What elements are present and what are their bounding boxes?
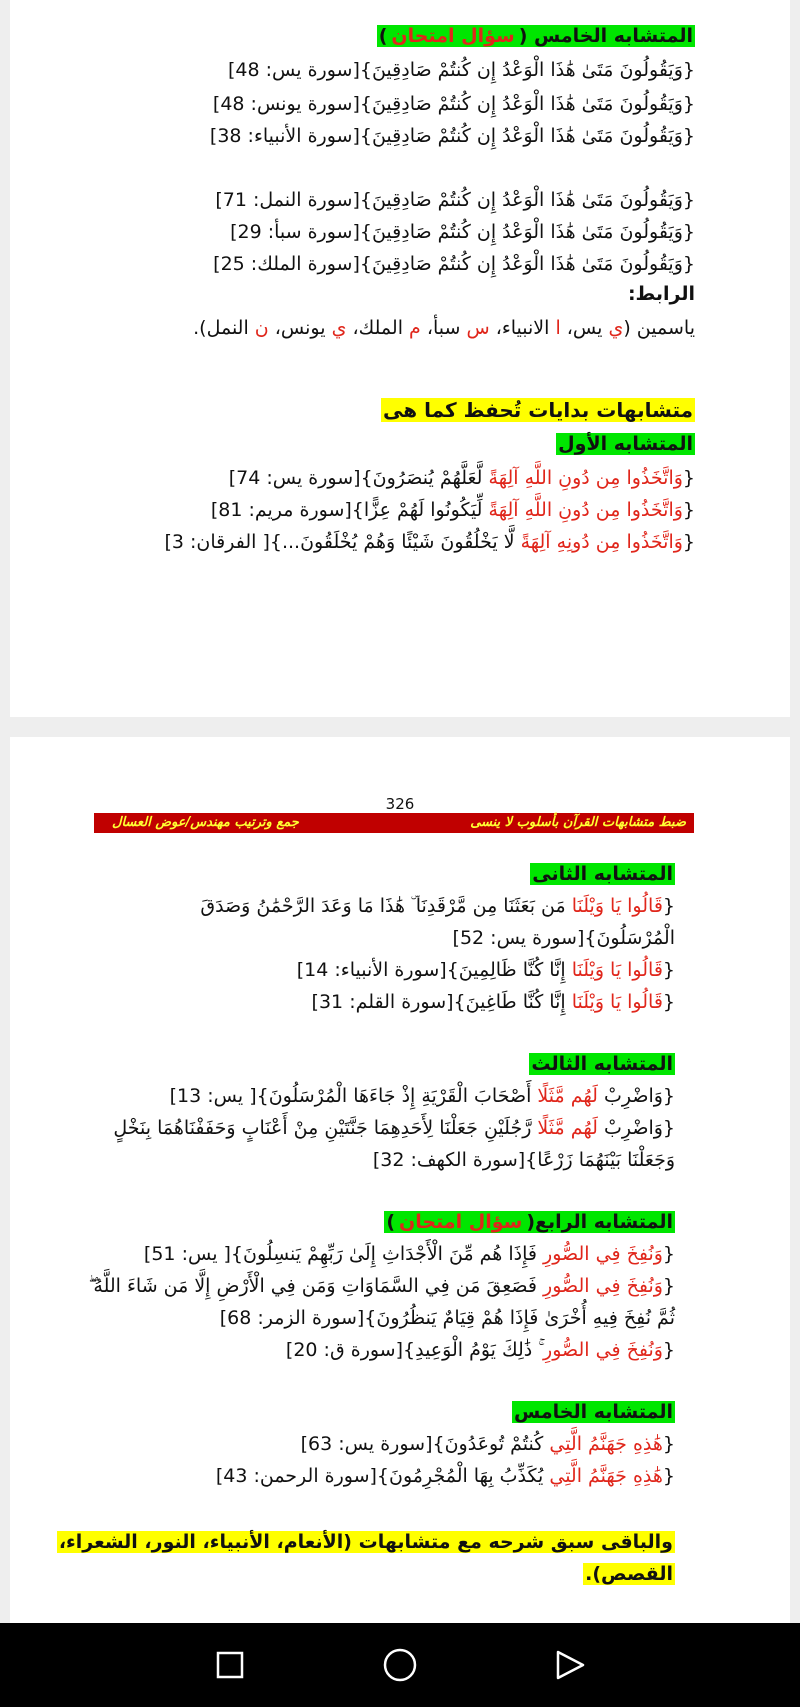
verse-line: [213, 250, 695, 278]
text-segment: إِنَّا كُنَّا طَاغِينَ}[سورة القلم: 31]: [311, 991, 572, 1013]
text-segment: سؤال امتحان: [399, 1211, 523, 1233]
verse-line: [89, 1272, 675, 1300]
text-segment: ياسمين (: [623, 317, 695, 339]
text-segment: {: [662, 1243, 675, 1265]
text-segment: لَّعَلَّهُمْ يُنصَرُونَ}[سورة يس: 74]: [228, 467, 489, 489]
text-segment: ثُمَّ نُفِخَ فِيهِ أُخْرَىٰ فَإِذَا هُمْ قِيَامٌ يَنظُرُونَ}[سورة الزمر: 68]: [219, 1307, 675, 1329]
text-segment: المتشابه الثانى: [532, 863, 673, 885]
document-page-bottom: [10, 737, 790, 1623]
text-segment: إِنَّا كُنَّا ظَالِمِينَ}[سورة الأنبياء: 14]: [296, 959, 572, 981]
text-segment: فَإِذَا هُم مِّنَ الْأَجْدَاثِ إِلَىٰ رَبِّهِمْ يَنسِلُونَ}[ يس: 51]: [143, 1243, 544, 1265]
section-heading: [529, 1050, 675, 1078]
section-heading: [530, 860, 675, 888]
verse-line: [211, 496, 695, 524]
text-segment: م: [409, 317, 421, 339]
text-segment: لَهُم مَّثَلًا: [537, 1085, 598, 1107]
text-segment: فَصَعِقَ مَن فِي السَّمَاوَاتِ وَمَن فِي الْأَرْضِ إِلَّا مَن شَاءَ اللَّهُ ۖ: [88, 1275, 544, 1297]
link-label: [628, 280, 695, 308]
page-number: 326: [385, 795, 415, 813]
text-segment: ن: [254, 317, 269, 339]
text-segment: وَنُفِخَ فِي الصُّورِ: [543, 1339, 663, 1361]
text-segment: المتشابه الخامس (: [518, 25, 693, 47]
text-segment: لَهُم مَّثَلًا: [537, 1117, 598, 1139]
mnemonic-line: [193, 314, 695, 342]
text-segment: ا: [555, 317, 561, 339]
text-segment: ): [378, 25, 388, 47]
closing-note: [583, 1560, 675, 1588]
text-segment: {: [662, 959, 675, 981]
text-segment: الانبياء،: [489, 317, 556, 339]
text-segment: {وَيَقُولُونَ مَتَىٰ هَٰذَا الْوَعْدُ إِن كُنتُمْ صَادِقِينَ}[سورة النمل: 71]: [215, 189, 695, 211]
verse-line: [113, 1114, 675, 1142]
text-segment: يُكَذِّبُ بِهَا الْمُجْرِمُونَ}[سورة الرحمن: 43]: [215, 1465, 550, 1487]
text-segment: يس،: [560, 317, 609, 339]
verse-line: [312, 988, 675, 1016]
text-segment: هَٰذِهِ جَهَنَّمُ الَّتِي: [549, 1433, 663, 1455]
text-segment: قَالُوا يَا وَيْلَنَا: [571, 959, 663, 981]
text-segment: {: [682, 499, 695, 521]
text-segment: النمل).: [193, 317, 255, 339]
text-segment: مَن بَعَثَنَا مِن مَّرْقَدِنَا ۜ هَٰذَا مَا وَعَدَ الرَّحْمَٰنُ وَصَدَقَ: [200, 895, 572, 917]
text-segment: وَاتَّخَذُوا مِن دُونِ اللَّهِ آلِهَةً: [488, 467, 683, 489]
text-segment: المتشابه الثالث: [531, 1053, 673, 1075]
text-segment: ي: [608, 317, 624, 339]
text-segment: {: [682, 531, 695, 553]
text-segment: أَصْحَابَ الْقَرْيَةِ إِذْ جَاءَهَا الْمُرْسَلُونَ}[ يس: 13]: [169, 1085, 538, 1107]
text-segment: سؤال امتحان: [391, 25, 515, 47]
text-segment: لَّا يَخْلُقُونَ شَيْئًا وَهُمْ يُخْلَقُونَ...}[ الفرقان: 3]: [164, 531, 521, 553]
verse-line: [200, 892, 675, 920]
text-segment: {وَيَقُولُونَ مَتَىٰ هَٰذَا الْوَعْدُ إِن كُنتُمْ صَادِقِينَ}[سورة يس: 48]: [227, 59, 695, 81]
text-segment: {: [662, 1339, 675, 1361]
verse-line: [286, 1336, 675, 1364]
text-segment: {: [662, 1465, 675, 1487]
text-segment: القصص).: [585, 1563, 673, 1585]
text-segment: {وَاضْرِبْ: [597, 1085, 675, 1107]
text-segment: متشابهات بدايات تُحفظ كما هى: [383, 398, 693, 422]
text-segment: وَجَعَلْنَا بَيْنَهُمَا زَرْعًا}[سورة الكهف: 32]: [372, 1149, 675, 1171]
verse-line: [228, 56, 695, 84]
verse-line: [229, 464, 695, 492]
closing-note: [57, 1528, 675, 1556]
text-segment: الملك،: [346, 317, 410, 339]
text-segment: {: [682, 467, 695, 489]
text-segment: {: [662, 895, 675, 917]
text-segment: {وَاضْرِبْ: [597, 1117, 675, 1139]
triangle-icon: [553, 1648, 587, 1682]
section-heading: [384, 1208, 675, 1236]
text-segment: يونس،: [268, 317, 332, 339]
home-button[interactable]: [340, 1623, 460, 1707]
verse-line: [453, 924, 675, 952]
text-segment: وَنُفِخَ فِي الصُّورِ: [543, 1243, 663, 1265]
text-segment: المتشابه الأول: [558, 433, 693, 455]
text-segment: هَٰذِهِ جَهَنَّمُ الَّتِي: [549, 1465, 663, 1487]
android-nav-bar: [0, 1623, 800, 1707]
back-button[interactable]: [510, 1623, 630, 1707]
text-segment: رَّجُلَيْنِ جَعَلْنَا لِأَحَدِهِمَا جَنَّتَيْنِ مِنْ أَعْنَابٍ وَحَفَفْنَاهُمَا بِنَخْلٍ: [113, 1117, 538, 1139]
text-segment: ): [386, 1211, 396, 1233]
verse-line: [230, 218, 695, 246]
text-segment: {: [662, 1433, 675, 1455]
text-segment: وَاتَّخَذُوا مِن دُونِهِ آلِهَةً: [520, 531, 683, 553]
text-segment: الْمُرْسَلُونَ}[سورة يس: 52]: [452, 927, 675, 949]
text-segment: وَنُفِخَ فِي الصُّورِ: [543, 1275, 663, 1297]
text-segment: قَالُوا يَا وَيْلَنَا: [571, 895, 663, 917]
verse-line: [164, 528, 695, 556]
text-segment: والباقى سبق شرحه مع متشابهات (الأنعام، الأنبياء، النور، الشعراء،: [58, 1531, 673, 1553]
text-segment: وَاتَّخَذُوا مِن دُونِ اللَّهِ آلِهَةً: [488, 499, 683, 521]
circle-icon: [382, 1647, 418, 1683]
text-segment: المتشابه الرابع(: [526, 1211, 673, 1233]
verse-line: [297, 956, 675, 984]
verse-line: [210, 122, 695, 150]
text-segment: كُنتُمْ تُوعَدُونَ}[سورة يس: 63]: [300, 1433, 550, 1455]
text-segment: {وَيَقُولُونَ مَتَىٰ هَٰذَا الْوَعْدُ إِن كُنتُمْ صَادِقِينَ}[سورة يونس: 48]: [212, 93, 695, 115]
banner-author: جمع وترتيب مهندس/عوض العسال: [112, 815, 299, 830]
text-segment: لِّيَكُونُوا لَهُمْ عِزًّا}[سورة مريم: 81]: [210, 499, 489, 521]
text-segment: قَالُوا يَا وَيْلَنَا: [571, 991, 663, 1013]
text-segment: {: [662, 991, 675, 1013]
text-segment: سبأ،: [420, 317, 467, 339]
section-heading: [381, 396, 695, 424]
verse-line: [373, 1146, 675, 1174]
square-icon: [215, 1650, 245, 1680]
verse-line: [216, 1462, 675, 1490]
verse-line: [213, 90, 695, 118]
recents-button[interactable]: [170, 1623, 290, 1707]
verse-line: [215, 186, 695, 214]
verse-line: [301, 1430, 675, 1458]
verse-line: [144, 1240, 675, 1268]
verse-line: [220, 1304, 675, 1332]
section-heading: [512, 1398, 675, 1426]
section-heading: [556, 430, 695, 458]
page-header-banner: [94, 813, 694, 833]
text-segment: ي: [331, 317, 347, 339]
text-segment: {وَيَقُولُونَ مَتَىٰ هَٰذَا الْوَعْدُ إِن كُنتُمْ صَادِقِينَ}[سورة سبأ: 29]: [230, 221, 695, 243]
text-segment: ۚ ذَٰلِكَ يَوْمُ الْوَعِيدِ}[سورة ق: 20]: [285, 1339, 544, 1361]
banner-title: ضبط متشابهات القرآن بأسلوب لا ينسى: [470, 815, 686, 830]
text-segment: المتشابه الخامس: [514, 1401, 673, 1423]
text-segment: {: [662, 1275, 675, 1297]
text-segment: {وَيَقُولُونَ مَتَىٰ هَٰذَا الْوَعْدُ إِن كُنتُمْ صَادِقِينَ}[سورة الملك: 25]: [213, 253, 695, 275]
text-segment: {وَيَقُولُونَ مَتَىٰ هَٰذَا الْوَعْدُ إِن كُنتُمْ صَادِقِينَ}[سورة الأنبياء: 38]: [209, 125, 695, 147]
document-page-top: [10, 0, 790, 717]
verse-line: [170, 1082, 675, 1110]
text-segment: س: [466, 317, 490, 339]
text-segment: الرابط:: [627, 283, 695, 305]
section-heading: [377, 22, 695, 50]
